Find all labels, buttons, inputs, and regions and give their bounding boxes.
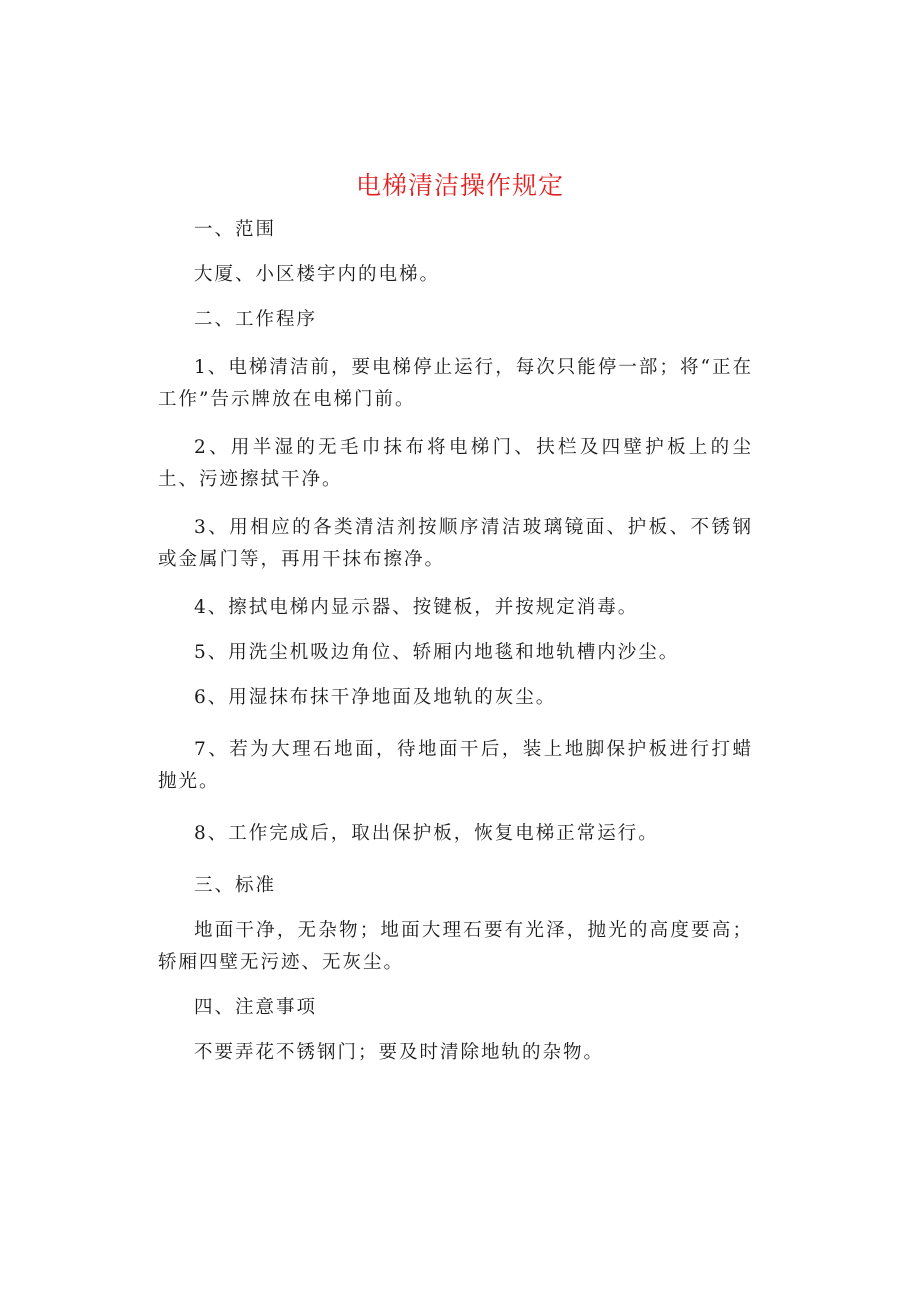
section-heading-scope: 一、范围 bbox=[194, 219, 277, 240]
section-heading-standard: 三、标准 bbox=[194, 875, 277, 896]
procedure-step-2: 2、用半湿的无毛巾抹布将电梯门、扶栏及四壁护板上的尘土、污迹擦拭干净。 bbox=[158, 437, 753, 490]
standard-text: 地面干净，无杂物；地面大理石要有光泽，抛光的高度要高；轿厢四壁无污迹、无灰尘。 bbox=[158, 920, 753, 973]
notes-text: 不要弄花不锈钢门；要及时清除地轨的杂物。 bbox=[194, 1042, 605, 1063]
procedure-step-8: 8、工作完成后，取出保护板，恢复电梯正常运行。 bbox=[194, 823, 659, 844]
procedure-step-5: 5、用洗尘机吸边角位、轿厢内地毯和地轨槽内沙尘。 bbox=[194, 642, 680, 663]
procedure-step-3: 3、用相应的各类清洁剂按顺序清洁玻璃镜面、护板、不锈钢或金属门等，再用干抹布擦净。 bbox=[158, 517, 753, 570]
document-body bbox=[158, 214, 753, 1069]
procedure-step-7: 7、若为大理石地面，待地面干后，装上地脚保护板进行打蜡抛光。 bbox=[158, 739, 753, 792]
procedure-step-6: 6、用湿抹布抹干净地面及地轨的灰尘。 bbox=[194, 687, 557, 708]
procedure-step-4: 4、擦拭电梯内显示器、按键板，并按规定消毒。 bbox=[194, 597, 639, 618]
scope-text: 大厦、小区楼宇内的电梯。 bbox=[194, 264, 441, 285]
section-heading-notes: 四、注意事项 bbox=[194, 997, 318, 1018]
section-heading-procedure: 二、工作程序 bbox=[194, 309, 318, 330]
document-title: 电梯清洁操作规定 bbox=[355, 171, 564, 200]
procedure-step-1: 1、电梯清洁前，要电梯停止运行，每次只能停一部；将“正在工作”告示牌放在电梯门前。 bbox=[158, 357, 753, 410]
